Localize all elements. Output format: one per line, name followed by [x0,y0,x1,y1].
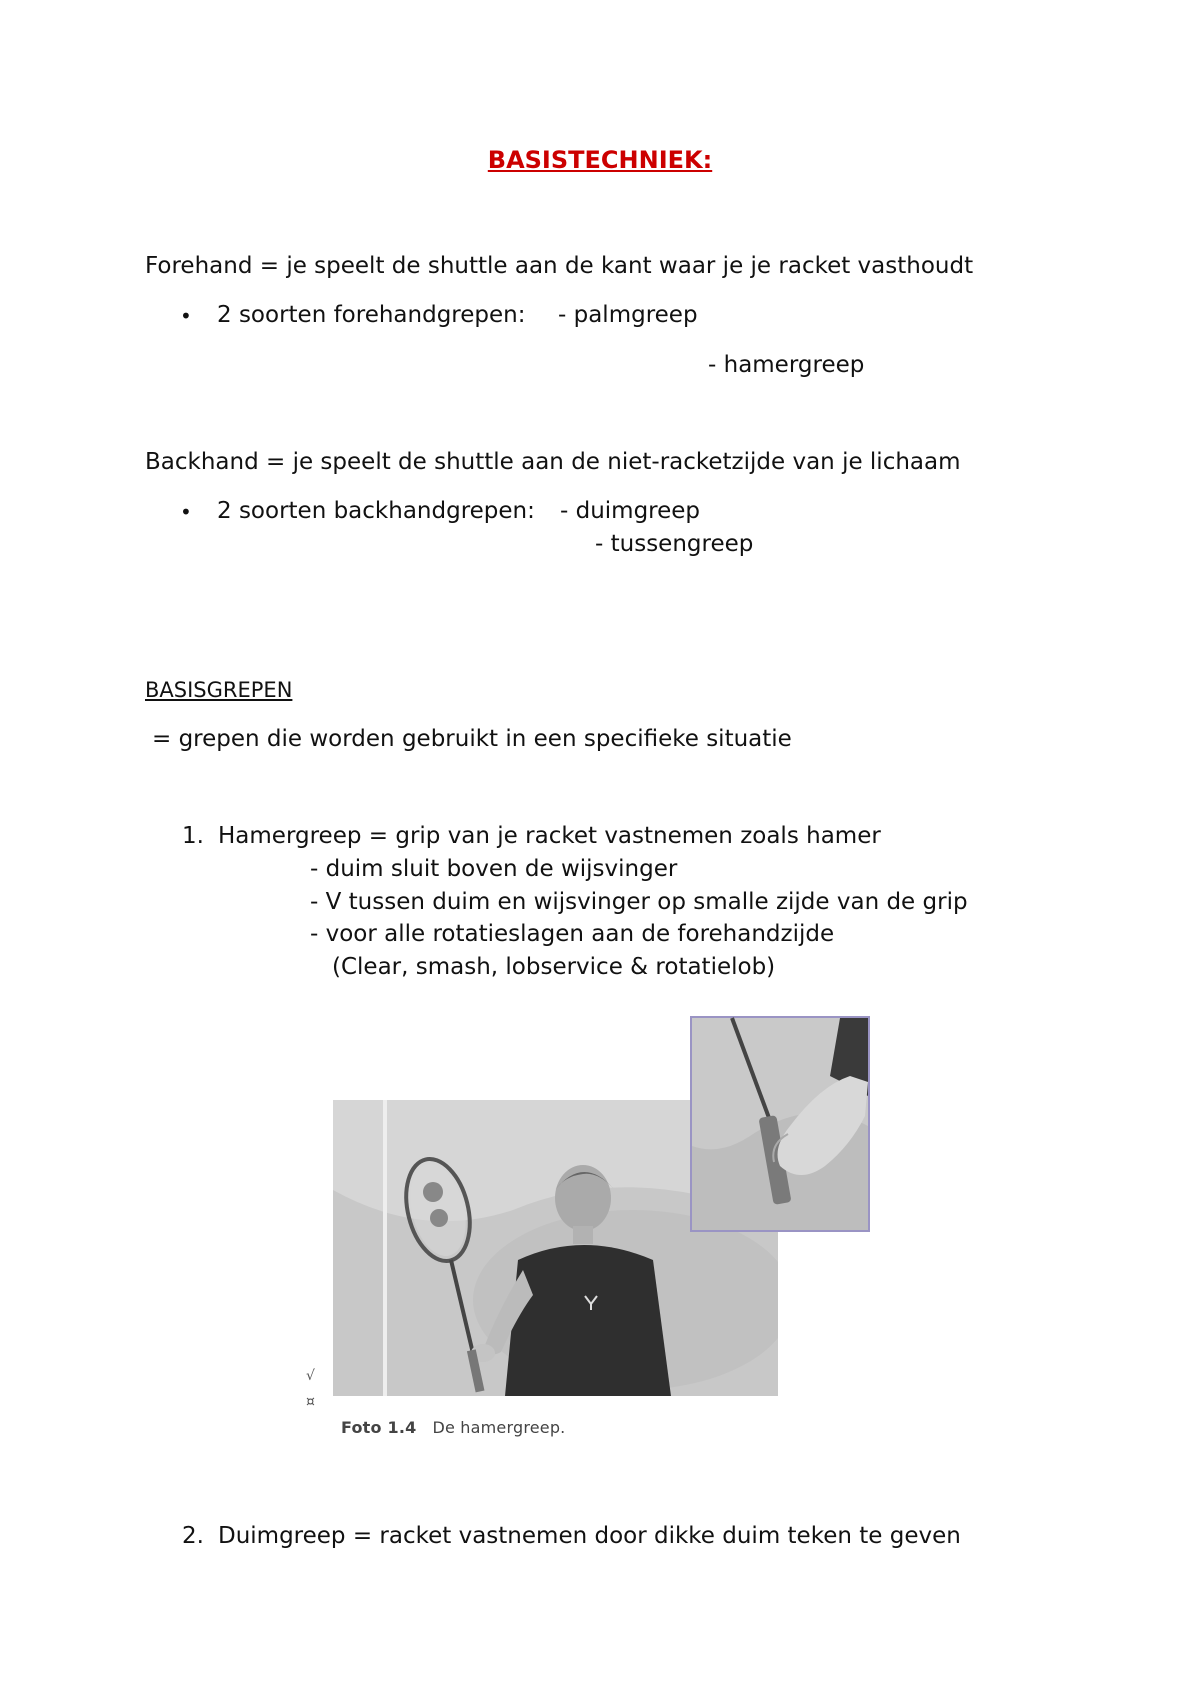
forehand-grip-palmgreep: - palmgreep [558,302,698,328]
list-number-2: 2. [182,1523,204,1549]
hamergreep-detail-1: - duim sluit boven de wijsvinger [310,856,678,882]
backhand-grips-intro: 2 soorten backhandgrepen: [217,498,535,524]
hamergreep-title: Hamergreep = grip van je racket vastnemen zoals hamer [218,823,881,849]
backhand-bullet: • [180,500,192,524]
grip-closeup-photo [690,1016,870,1232]
basisgrepen-definition: = grepen die worden gebruikt in een specifieke situatie [152,726,792,752]
margin-glyph-2: ¤ [306,1394,315,1410]
duimgreep-title: Duimgreep = racket vastnemen door dikke duim teken te geven [218,1523,961,1549]
hamergreep-detail-2: - V tussen duim en wijsvinger op smalle zijde van de grip [310,889,968,915]
caption-label: Foto 1.4 [341,1418,417,1437]
list-number-1: 1. [182,823,204,849]
figure-caption [341,1414,565,1442]
forehand-grip-hamergreep: - hamergreep [708,352,865,378]
caption-text: De hamergreep. [432,1418,566,1437]
backhand-grip-tussengreep: - tussengreep [595,531,754,557]
forehand-grips-intro: 2 soorten forehandgrepen: [217,302,526,328]
basisgrepen-heading: BASISGREPEN [145,678,293,702]
forehand-definition: Forehand = je speelt de shuttle aan de kant waar je je racket vasthoudt [145,253,974,279]
backhand-definition: Backhand = je speelt de shuttle aan de niet-racketzijde van je lichaam [145,449,961,475]
margin-glyph-1: √ [306,1368,315,1384]
hamergreep-detail-3: - voor alle rotatieslagen aan de forehandzijde [310,921,835,947]
backhand-grip-duimgreep: - duimgreep [560,498,701,524]
page-title: BASISTECHNIEK: [487,146,713,174]
hamergreep-detail-4: (Clear, smash, lobservice & rotatielob) [332,954,776,980]
forehand-bullet: • [180,304,192,328]
